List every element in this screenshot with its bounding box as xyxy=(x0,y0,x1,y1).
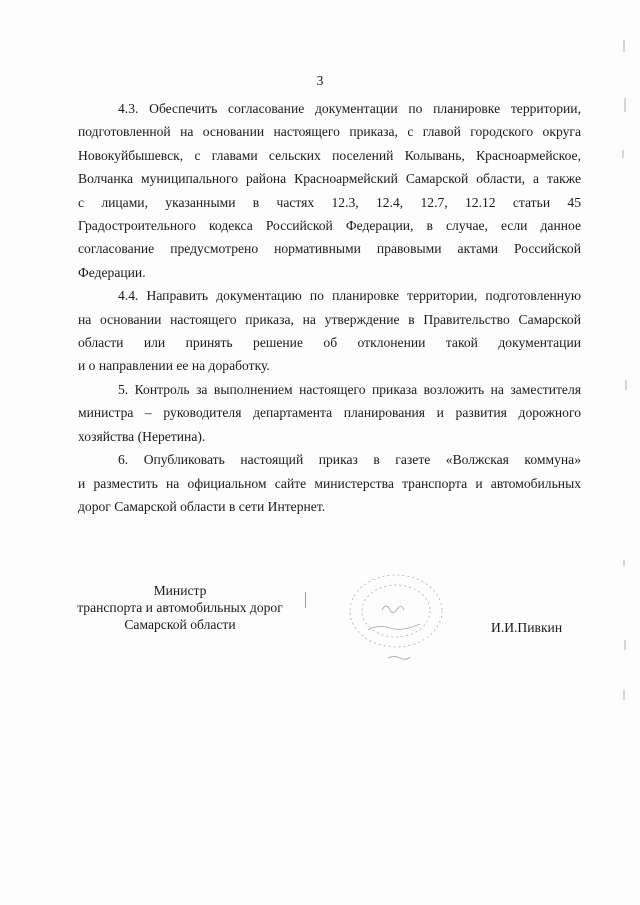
text-line: 6. Опубликовать настоящий приказ в газете «Волжская коммуна» xyxy=(118,452,581,468)
signatory-title-line: транспорта и автомобильных дорог xyxy=(77,600,283,615)
margin-mark xyxy=(305,592,306,608)
text-line: и о направлении ее на доработку. xyxy=(78,358,270,374)
text-line: Градостроительного кодекса Российской Федерации, в случае, если данное xyxy=(78,218,581,234)
paragraph-4-4 xyxy=(78,284,581,378)
text-line: 5. Контроль за выполнением настоящего приказа возложить на заместителя xyxy=(118,381,581,397)
text-line: Федерации. xyxy=(78,264,146,280)
faint-stamp-signature xyxy=(338,566,456,664)
signatory-title-line: Самарской области xyxy=(124,617,236,632)
text-line: и разместить на официальном сайте министерства транспорта и автомобильных xyxy=(78,475,581,491)
text-line: Волчанка муниципального района Красноармейский Самарской области, а также xyxy=(78,171,581,187)
text-line: 4.3. Обеспечить согласование документации по планировке территории, xyxy=(118,101,581,116)
text-line: с лицами, указанными в частях 12.3, 12.4, 12.7, 12.12 статьи 45 xyxy=(78,194,581,210)
paragraph-4-3 xyxy=(78,97,581,284)
document-body xyxy=(78,97,581,518)
text-line: на основании настоящего приказа, на утверждение в Правительство Самарской xyxy=(78,311,581,327)
signatory-title xyxy=(60,582,300,633)
text-line: 4.4. Направить документацию по планировке территории, подготовленную xyxy=(118,288,581,304)
paragraph-6 xyxy=(78,448,581,518)
paragraph-5 xyxy=(78,378,581,448)
signatory-name: И.И.Пивкин xyxy=(491,620,563,635)
page-number: 3 xyxy=(316,73,324,88)
text-line: Новокуйбышевск, с главами сельских поселений Колывань, Красноармейское, xyxy=(78,147,581,163)
text-line: дорог Самарской области в сети Интернет. xyxy=(78,498,326,514)
text-line: согласование предусмотрено нормативными правовыми актами Российской xyxy=(78,241,581,257)
text-line: министра – руководителя департамента планирования и развития дорожного xyxy=(78,405,581,421)
scan-edge-marks xyxy=(612,0,632,905)
signatory-title-line: Министр xyxy=(153,583,207,598)
text-line: области или принять решение об отклонении такой документации xyxy=(78,335,581,351)
text-line: подготовленной на основании настоящего приказа, с главой городского округа xyxy=(78,124,581,140)
text-line: хозяйства (Неретина). xyxy=(78,428,206,444)
